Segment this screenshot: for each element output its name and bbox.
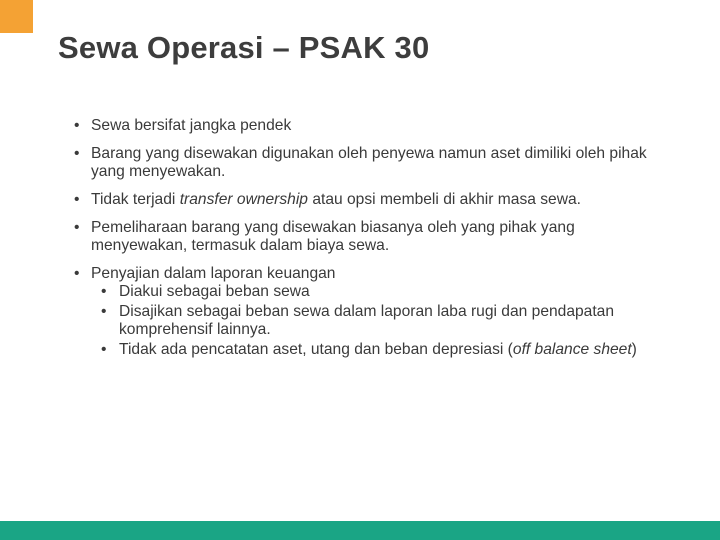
accent-square	[0, 0, 33, 33]
sub-bullet-text: Disajikan sebagai beban sewa dalam laporan laba rugi dan pendapatan komprehensif lainnya.	[119, 303, 615, 338]
bullet-italic-text: transfer ownership	[179, 191, 308, 208]
bottom-bar	[0, 521, 720, 540]
sub-bullet-text: Tidak ada pencatatan aset, utang dan beban depresiasi (	[119, 341, 513, 358]
bullet-item	[74, 219, 674, 255]
bullet-text: atau opsi membeli di akhir masa sewa.	[307, 191, 581, 208]
bullet-item	[74, 145, 674, 181]
bullet-text: Penyajian dalam laporan keuangan	[91, 265, 336, 282]
sub-bullet-list	[91, 283, 674, 359]
bullet-item	[74, 265, 674, 359]
bullet-item	[74, 191, 674, 209]
sub-bullet-italic-text: off balance sheet	[512, 341, 632, 358]
sub-bullet-text: Diakui sebagai beban sewa	[119, 283, 310, 300]
bullet-text: Tidak terjadi	[91, 191, 180, 208]
sub-bullet-item	[101, 341, 674, 359]
slide-title: Sewa Operasi – PSAK 30	[58, 30, 430, 65]
bullet-text: Barang yang disewakan digunakan oleh penyewa namun aset dimiliki oleh pihak yang menyewakan.	[91, 145, 647, 180]
sub-bullet-item	[101, 283, 674, 301]
bullet-text: Pemeliharaan barang yang disewakan biasanya oleh yang pihak yang menyewakan, termasuk dalam biaya sewa.	[91, 219, 575, 254]
bullet-text: Sewa bersifat jangka pendek	[91, 117, 292, 134]
sub-bullet-text: )	[631, 341, 637, 358]
bullet-list	[74, 117, 674, 361]
sub-bullet-item	[101, 303, 674, 339]
bullet-item	[74, 117, 674, 135]
